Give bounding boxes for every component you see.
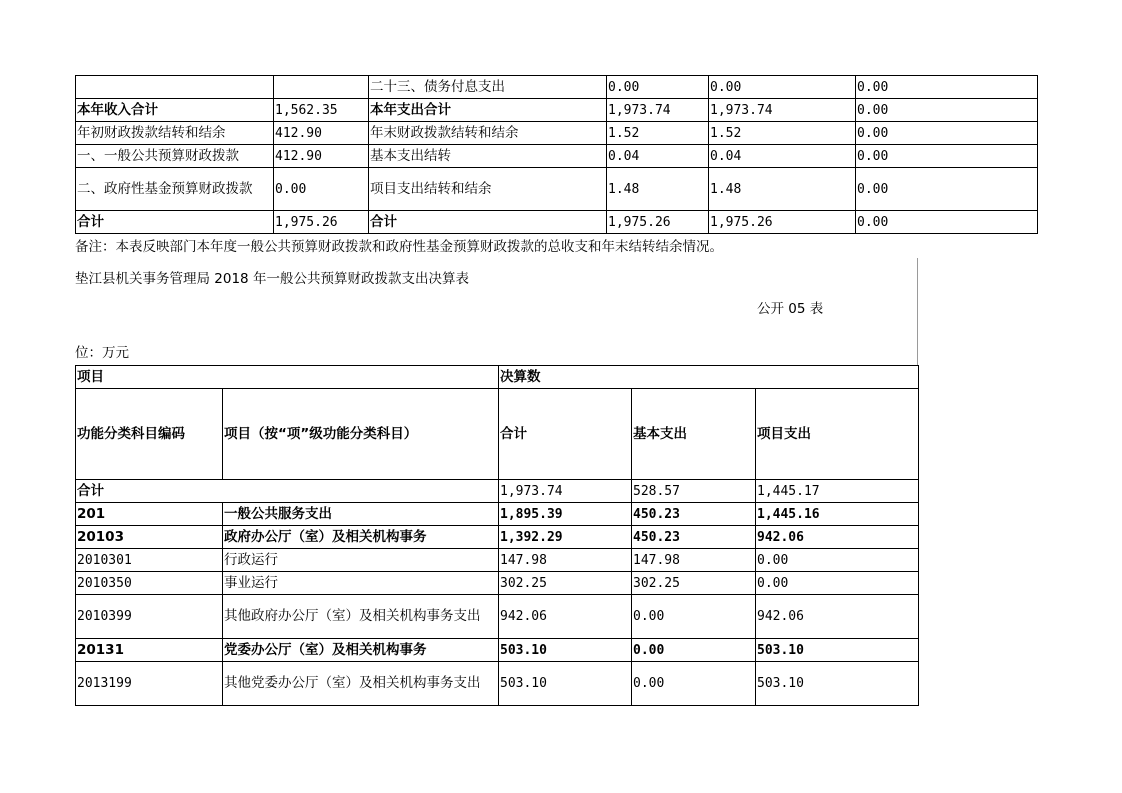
table-row — [76, 145, 1038, 168]
table-row — [76, 572, 919, 595]
table-row — [76, 99, 1038, 122]
table-row — [76, 662, 919, 706]
table-cell: 0.00 — [856, 99, 1038, 122]
table-cell — [274, 76, 369, 99]
table-cell: 0.04 — [709, 145, 856, 168]
table-cell: 0.00 — [856, 145, 1038, 168]
table-row — [76, 549, 919, 572]
col-code-header: 功能分类科目编码 — [76, 389, 223, 480]
cell-name: 一般公共服务支出 — [223, 503, 499, 526]
unit-label: 位：万元 — [75, 345, 129, 361]
cell-project: 1,445.16 — [756, 503, 919, 526]
total-label: 合计 — [76, 480, 499, 503]
table-cell: 项目支出结转和结余 — [369, 168, 607, 211]
table-cell: 1.52 — [709, 122, 856, 145]
table-title: 垫江县机关事务管理局 2018 年一般公共预算财政拨款支出决算表 — [75, 271, 469, 287]
cell-name: 事业运行 — [223, 572, 499, 595]
table-cell: 1,975.26 — [607, 211, 709, 234]
table-cell: 年末财政拨款结转和结余 — [369, 122, 607, 145]
cell-total: 503.10 — [499, 639, 632, 662]
table-cell: 0.00 — [607, 76, 709, 99]
cell-basic: 0.00 — [632, 662, 756, 706]
col-basic-header: 基本支出 — [632, 389, 756, 480]
col-total-header: 合计 — [499, 389, 632, 480]
table-cell: 二十三、债务付息支出 — [369, 76, 607, 99]
cell-name: 党委办公厅（室）及相关机构事务 — [223, 639, 499, 662]
cell-total: 1,392.29 — [499, 526, 632, 549]
cell-project: 942.06 — [756, 526, 919, 549]
table-cell: 合计 — [76, 211, 274, 234]
table-cell: 合计 — [369, 211, 607, 234]
cell-project: 0.00 — [756, 572, 919, 595]
total-value: 1,973.74 — [499, 480, 632, 503]
income-expense-table — [75, 75, 1038, 234]
table-cell: 0.00 — [856, 76, 1038, 99]
cell-code: 2010350 — [76, 572, 223, 595]
table-cell: 0.00 — [709, 76, 856, 99]
cell-code: 2010301 — [76, 549, 223, 572]
table-row — [76, 122, 1038, 145]
table-cell: 0.00 — [856, 211, 1038, 234]
cell-name: 政府办公厅（室）及相关机构事务 — [223, 526, 499, 549]
table-cell: 0.04 — [607, 145, 709, 168]
cell-project: 0.00 — [756, 549, 919, 572]
table-cell: 0.00 — [856, 168, 1038, 211]
table-cell: 本年收入合计 — [76, 99, 274, 122]
table-cell: 1,973.74 — [709, 99, 856, 122]
table-row — [76, 168, 1038, 211]
cell-project: 942.06 — [756, 595, 919, 639]
table-cell: 1,562.35 — [274, 99, 369, 122]
cell-basic: 0.00 — [632, 595, 756, 639]
total-project: 1,445.17 — [756, 480, 919, 503]
cell-code: 20131 — [76, 639, 223, 662]
cell-name: 行政运行 — [223, 549, 499, 572]
table-cell: 1,975.26 — [274, 211, 369, 234]
income-expense-table-body — [76, 76, 1038, 234]
cell-project: 503.10 — [756, 639, 919, 662]
table-row — [76, 503, 919, 526]
cell-code: 201 — [76, 503, 223, 526]
header-row-2 — [76, 389, 919, 480]
cell-total: 302.25 — [499, 572, 632, 595]
total-row — [76, 480, 919, 503]
table-cell: 1,975.26 — [709, 211, 856, 234]
cell-total: 1,895.39 — [499, 503, 632, 526]
table-cell — [76, 76, 274, 99]
table-cell: 0.00 — [274, 168, 369, 211]
table-cell: 1.52 — [607, 122, 709, 145]
table-cell: 412.90 — [274, 145, 369, 168]
header-project: 项目 — [76, 366, 499, 389]
expenditure-table-body — [76, 366, 919, 706]
table-row — [76, 639, 919, 662]
cell-basic: 147.98 — [632, 549, 756, 572]
cell-name: 其他政府办公厅（室）及相关机构事务支出 — [223, 595, 499, 639]
cell-basic: 450.23 — [632, 526, 756, 549]
cell-code: 20103 — [76, 526, 223, 549]
cell-total: 942.06 — [499, 595, 632, 639]
total-basic: 528.57 — [632, 480, 756, 503]
table-row — [76, 526, 919, 549]
page-edge-line — [917, 258, 918, 366]
cell-basic: 302.25 — [632, 572, 756, 595]
cell-code: 2013199 — [76, 662, 223, 706]
cell-code: 2010399 — [76, 595, 223, 639]
table-cell: 1.48 — [709, 168, 856, 211]
table-cell: 二、政府性基金预算财政拨款 — [76, 168, 274, 211]
table-row — [76, 595, 919, 639]
cell-basic: 450.23 — [632, 503, 756, 526]
cell-name: 其他党委办公厅（室）及相关机构事务支出 — [223, 662, 499, 706]
table-cell: 年初财政拨款结转和结余 — [76, 122, 274, 145]
cell-total: 503.10 — [499, 662, 632, 706]
table-cell: 本年支出合计 — [369, 99, 607, 122]
col-project-header: 项目支出 — [756, 389, 919, 480]
table-row — [76, 76, 1038, 99]
table-cell: 一、一般公共预算财政拨款 — [76, 145, 274, 168]
col-name-header: 项目（按“项”级功能分类科目） — [223, 389, 499, 480]
table-code: 公开 05 表 — [757, 301, 824, 317]
table-cell: 1.48 — [607, 168, 709, 211]
cell-total: 147.98 — [499, 549, 632, 572]
expenditure-table — [75, 365, 919, 706]
table-cell: 412.90 — [274, 122, 369, 145]
table-cell: 1,973.74 — [607, 99, 709, 122]
header-row-1 — [76, 366, 919, 389]
table-cell: 基本支出结转 — [369, 145, 607, 168]
table-cell: 0.00 — [856, 122, 1038, 145]
header-final: 决算数 — [499, 366, 919, 389]
table-note: 备注：本表反映部门本年度一般公共预算财政拨款和政府性基金预算财政拨款的总收支和年末结转结余情况。 — [75, 239, 723, 255]
table-row — [76, 211, 1038, 234]
cell-project: 503.10 — [756, 662, 919, 706]
cell-basic: 0.00 — [632, 639, 756, 662]
